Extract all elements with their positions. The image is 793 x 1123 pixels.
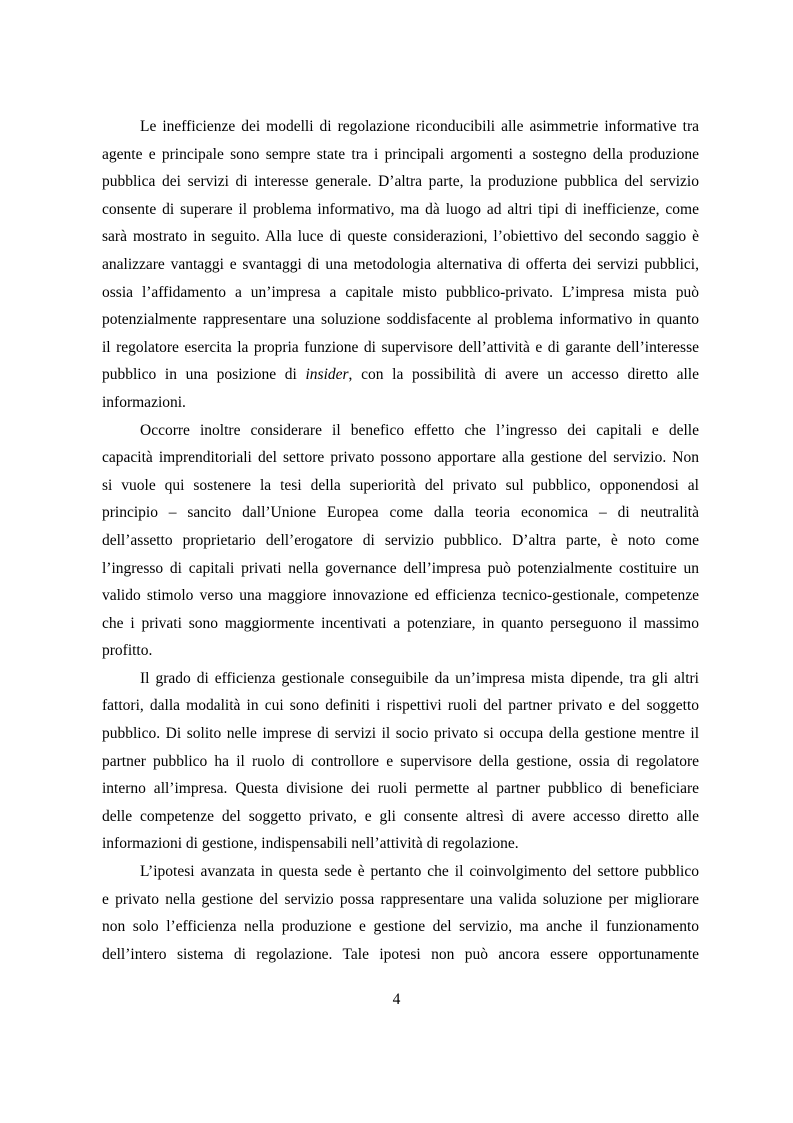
paragraph-4-line-2: e privato nella gestione del servizio possa rappresentare una valida soluzione per migliorare bbox=[102, 890, 699, 908]
paragraph-1-line-5: sarà mostrato in seguito. Alla luce di queste considerazioni, l’obiettivo del secondo saggio è bbox=[102, 228, 699, 246]
line-text-after-italic: , con la possibilità di avere un accesso diretto alle bbox=[348, 366, 699, 384]
line-text-before-italic: pubblico in una posizione di bbox=[102, 366, 306, 384]
paragraph-1-line-3: pubblica dei servizi di interesse generale. D’altra parte, la produzione pubblica del servizio bbox=[102, 173, 699, 191]
paragraph-2-line-7: valido stimolo verso una maggiore innovazione ed efficienza tecnico-gestionale, competenze bbox=[102, 587, 699, 605]
paragraph-1-line-10 bbox=[102, 361, 699, 389]
paragraph-3-line-5: interno all’impresa. Questa divisione dei ruoli permette al partner pubblico di beneficiare bbox=[102, 780, 699, 798]
body-text bbox=[102, 113, 699, 968]
paragraph-4-line-1: L’ipotesi avanzata in questa sede è pertanto che il coinvolgimento del settore pubblico bbox=[140, 863, 699, 881]
paragraph-1-line-1: Le inefficienze dei modelli di regolazione riconducibili alle asimmetrie informative tra bbox=[140, 118, 699, 135]
paragraph-1-line-6: analizzare vantaggi e svantaggi di una metodologia alternativa di offerta dei servizi pubblici, bbox=[102, 255, 699, 273]
paragraph-1-line-8: potenzialmente rappresentare una soluzione soddisfacente al problema informativo in quanto bbox=[102, 311, 699, 329]
paragraph-3-line-2: fattori, dalla modalità in cui sono definiti i rispettivi ruoli del partner privato e del soggetto bbox=[102, 697, 699, 715]
paragraph-2-line-5: dell’assetto proprietario dell’erogatore di servizio pubblico. D’altra parte, è noto come bbox=[102, 531, 699, 549]
paragraph-3-line-7: informazioni di gestione, indispensabili nell’attività di regolazione. bbox=[102, 835, 519, 853]
paragraph-3-line-3: pubblico. Di solito nelle imprese di servizi il socio privato si occupa della gestione mentre il bbox=[102, 725, 699, 743]
paragraph-4-line-4: dell’intero sistema di regolazione. Tale ipotesi non può ancora essere opportunamente bbox=[102, 945, 699, 963]
page-number: 4 bbox=[392, 991, 401, 1008]
paragraph-1-line-2: agente e principale sono sempre state tra i principali argomenti a sostegno della produzione bbox=[102, 145, 699, 163]
paragraph-1-line-11: informazioni. bbox=[102, 393, 186, 411]
paragraph-2-line-2: capacità imprenditoriali del settore privato possono apportare alla gestione del servizio. Non bbox=[102, 449, 699, 467]
paragraph-4-line-3: non solo l’efficienza nella produzione e gestione del servizio, ma anche il funzionamento bbox=[102, 918, 699, 936]
paragraph-2-line-4: principio – sancito dall’Unione Europea come dalla teoria economica – di neutralità bbox=[102, 504, 699, 522]
paragraph-3-line-6: delle competenze del soggetto privato, e gli consente altresì di avere accesso diretto alle bbox=[102, 807, 699, 825]
paragraph-3-line-4: partner pubblico ha il ruolo di controllore e supervisore della gestione, ossia di regolatore bbox=[102, 752, 699, 770]
paragraph-1-line-4: consente di superare il problema informativo, ma dà luogo ad altri tipi di inefficienze, come bbox=[102, 200, 699, 218]
paragraph-2-line-9: profitto. bbox=[102, 642, 153, 660]
paragraph-3-line-1: Il grado di efficienza gestionale conseguibile da un’impresa mista dipende, tra gli altri bbox=[140, 669, 699, 687]
paragraph-2-line-1: Occorre inoltre considerare il benefico effetto che l’ingresso dei capitali e delle bbox=[140, 421, 699, 439]
paragraph-2-line-6: l’ingresso di capitali privati nella governance dell’impresa può potenzialmente costituire un bbox=[102, 559, 699, 577]
paragraph-2-line-8: che i privati sono maggiormente incentivati a potenziare, in quanto perseguono il massimo bbox=[102, 614, 699, 632]
paragraph-2-line-3: si vuole qui sostenere la tesi della superiorità del privato sul pubblico, opponendosi al bbox=[102, 476, 699, 494]
italic-term-insider: insider bbox=[305, 366, 349, 384]
paragraph-1-line-9: il regolatore esercita la propria funzione di supervisore dell’attività e di garante dell’interesse bbox=[102, 338, 699, 356]
paragraph-1-line-7: ossia l’affidamento a un’impresa a capitale misto pubblico-privato. L’impresa mista può bbox=[102, 283, 699, 301]
